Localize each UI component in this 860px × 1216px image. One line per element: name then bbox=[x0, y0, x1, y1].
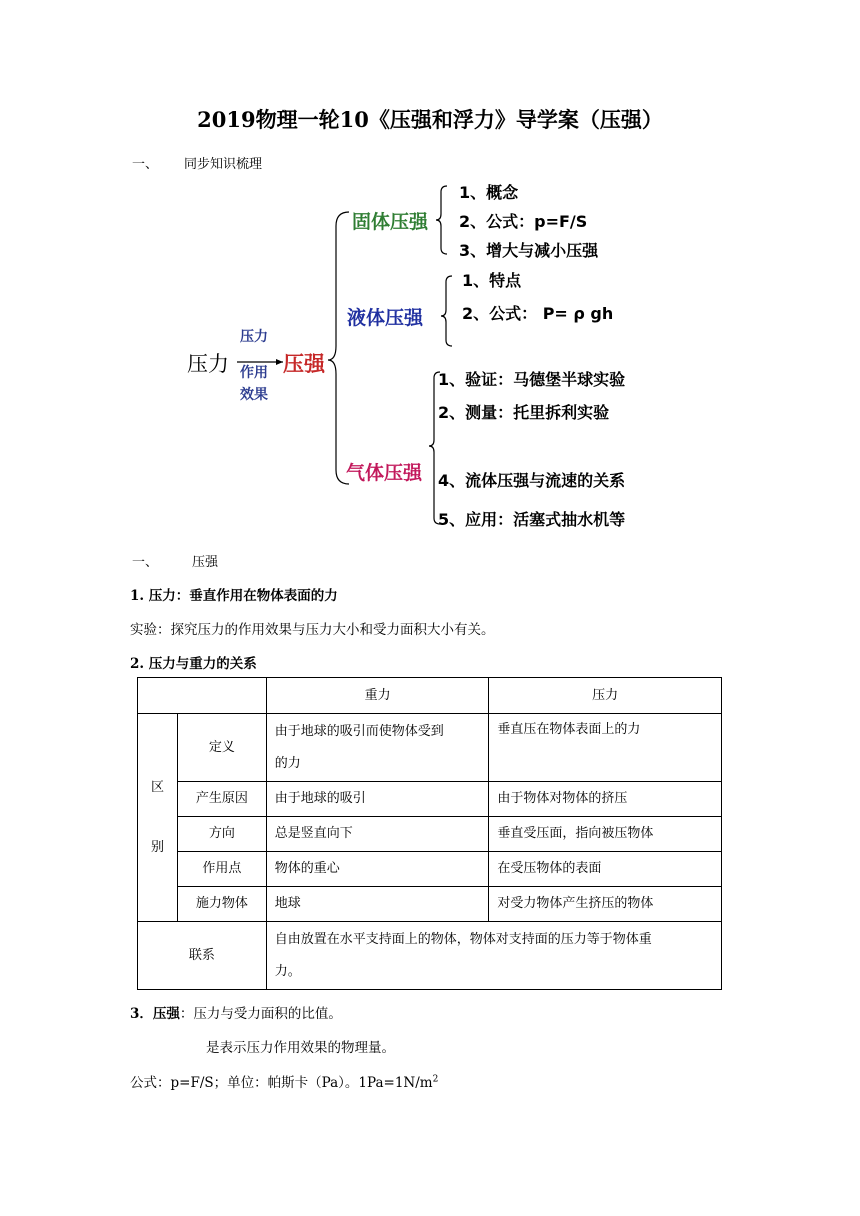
table-relation-text bbox=[266, 922, 721, 990]
gas-item-3: 4、流体压强与流速的关系 bbox=[438, 471, 626, 490]
table-relation-line-1: 自由放置在水平支持面上的物体，物体对支持面的压力等于物体重 bbox=[274, 931, 652, 947]
table-header-empty bbox=[138, 678, 267, 714]
table-row-label: 产生原因 bbox=[177, 782, 266, 817]
table-cell-gravity: 物体的重心 bbox=[266, 852, 489, 887]
solid-item-2: 2、公式：p=F/S bbox=[459, 212, 588, 231]
branch-liquid-label: 液体压强 bbox=[347, 307, 424, 329]
point-3-formula-text: 公式：p=F/S；单位：帕斯卡（Pa）。1Pa=1N/m bbox=[130, 1075, 433, 1091]
mindmap-arrow-head bbox=[276, 359, 283, 365]
page-title: 2019物理一轮10《压强和浮力》导学案（压强） bbox=[197, 107, 663, 132]
table-cell-pressure: 由于物体对物体的挤压 bbox=[489, 782, 722, 817]
table-side-label-1: 区 bbox=[150, 779, 164, 795]
section-2-heading bbox=[132, 551, 218, 570]
point-3-line-2: 是表示压力作用效果的物理量。 bbox=[206, 1040, 395, 1056]
point-3-formula-sup: 2 bbox=[432, 1074, 439, 1085]
knowledge-mind-map bbox=[0, 0, 860, 560]
point-3-heading-rest: ：压力与受力面积的比值。 bbox=[179, 1006, 342, 1022]
point-3-formula bbox=[130, 1071, 438, 1091]
table-side-label bbox=[138, 714, 178, 922]
brace-solid bbox=[436, 186, 447, 254]
section-1-number: 一、 bbox=[132, 157, 159, 172]
branch-solid-label: 固体压强 bbox=[352, 211, 429, 233]
table-cell-gravity: 总是竖直向下 bbox=[266, 817, 489, 852]
solid-item-3: 3、增大与减小压强 bbox=[459, 241, 599, 260]
point-1-text: 实验：探究压力的作用效果与压力大小和受力面积大小有关。 bbox=[130, 622, 495, 638]
table-cell-pressure: 垂直压在物体表面上的力 bbox=[489, 714, 722, 782]
gas-item-4: 5、应用：活塞式抽水机等 bbox=[438, 510, 626, 529]
brace-gas bbox=[429, 372, 440, 524]
point-3-heading bbox=[130, 1002, 342, 1022]
table-relation-row bbox=[138, 922, 722, 990]
table-row-label: 施力物体 bbox=[177, 887, 266, 922]
table-cell-pressure: 对受力物体产生挤压的物体 bbox=[489, 887, 722, 922]
gas-item-2: 2、测量：托里拆利实验 bbox=[438, 403, 610, 422]
gravity-pressure-table bbox=[137, 677, 722, 990]
table-cell-gravity-line-1: 由于地球的吸引而使物体受到 bbox=[274, 723, 444, 739]
table-row bbox=[138, 817, 722, 852]
mindmap-arrow-bottom-label-2: 效果 bbox=[240, 387, 268, 403]
table-row-label: 定义 bbox=[177, 714, 266, 782]
table-row bbox=[138, 782, 722, 817]
table-row-label: 方向 bbox=[177, 817, 266, 852]
section-2-label: 压强 bbox=[192, 555, 219, 570]
table-header-row bbox=[138, 678, 722, 714]
table-side-label-2: 别 bbox=[150, 839, 164, 855]
point-2-heading: 2. 压力与重力的关系 bbox=[130, 656, 257, 672]
table-relation-label: 联系 bbox=[138, 922, 267, 990]
table-row bbox=[138, 852, 722, 887]
table-row bbox=[138, 714, 722, 782]
table-cell-pressure: 在受压物体的表面 bbox=[489, 852, 722, 887]
gas-item-1: 1、验证：马德堡半球实验 bbox=[438, 370, 626, 389]
section-1-label: 同步知识梳理 bbox=[184, 157, 263, 172]
mindmap-arrow-top-label: 压力 bbox=[240, 329, 268, 345]
brace-liquid bbox=[441, 276, 452, 346]
table-cell-pressure: 垂直受压面，指向被压物体 bbox=[489, 817, 722, 852]
table-cell-gravity: 由于地球的吸引 bbox=[266, 782, 489, 817]
mindmap-center: 压强 bbox=[283, 352, 325, 376]
table-row bbox=[138, 887, 722, 922]
mindmap-root: 压力 bbox=[187, 352, 229, 376]
table-cell-gravity: 地球 bbox=[266, 887, 489, 922]
branch-gas-label: 气体压强 bbox=[346, 462, 423, 484]
table-relation-line-2: 力。 bbox=[274, 963, 301, 979]
point-1-heading: 1. 压力：垂直作用在物体表面的力 bbox=[130, 588, 338, 604]
table-header-gravity: 重力 bbox=[266, 678, 489, 714]
table-cell-gravity-line-2: 的力 bbox=[274, 755, 301, 771]
section-2-number: 一、 bbox=[132, 555, 159, 570]
table-cell-gravity bbox=[266, 714, 489, 782]
mindmap-main-brace bbox=[328, 212, 349, 484]
point-3-heading-bold: 3．压强 bbox=[130, 1006, 180, 1022]
mindmap-arrow-bottom-label-1: 作用 bbox=[240, 365, 268, 381]
table-row-label: 作用点 bbox=[177, 852, 266, 887]
table-header-pressure: 压力 bbox=[489, 678, 722, 714]
liquid-item-1: 1、特点 bbox=[462, 271, 522, 290]
liquid-item-2: 2、公式： P= ρ gh bbox=[462, 304, 614, 323]
solid-item-1: 1、概念 bbox=[459, 183, 519, 202]
